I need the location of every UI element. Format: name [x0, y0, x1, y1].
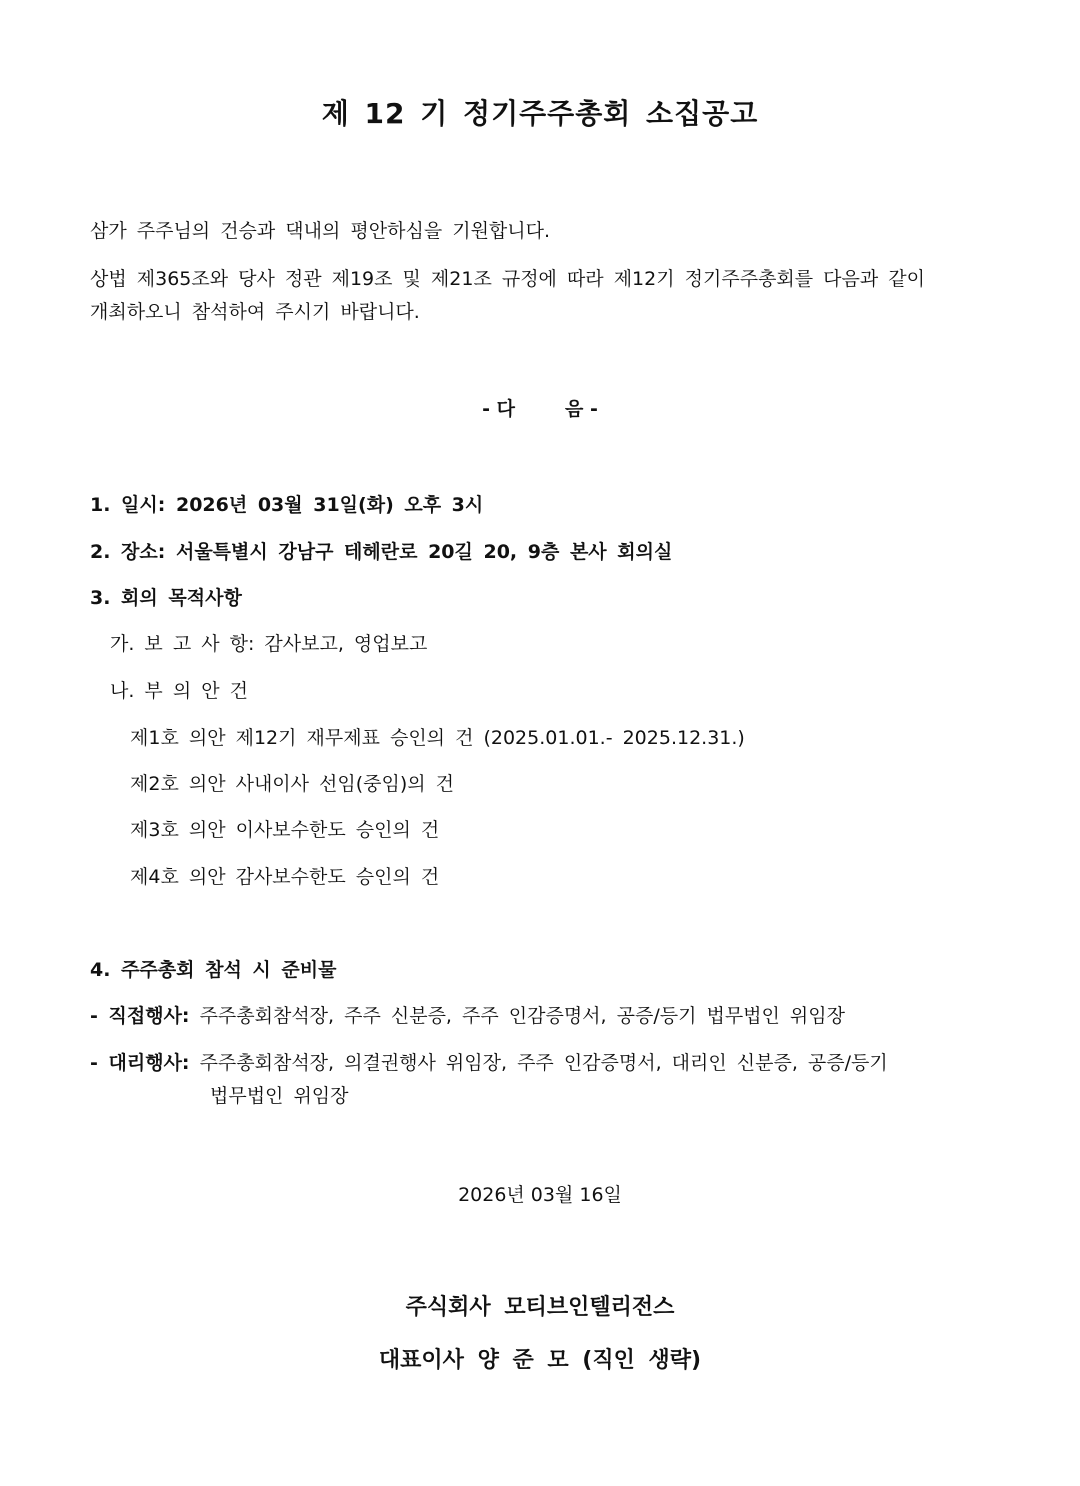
report-items: 가. 보 고 사 항: 감사보고, 영업보고: [110, 633, 428, 655]
notice-date: 2026년 03월 16일: [458, 1184, 622, 1206]
proxy-exercise-text-line-2: 법무법인 위임장: [210, 1085, 349, 1107]
intro-text-line-2: 개최하오니 참석하여 주시기 바랍니다.: [90, 301, 420, 323]
direct-exercise-text: 주주총회참석장, 주주 신분증, 주주 인감증명서, 공증/등기 법무법인 위임장: [199, 1005, 845, 1027]
resolution-item-1: 제1호 의안 제12기 재무제표 승인의 건 (2025.01.01.- 2025.12.31.): [130, 727, 745, 749]
direct-exercise-row: [90, 1003, 845, 1029]
agenda-heading: 3. 회의 목적사항: [90, 587, 242, 609]
representative-signature: 대표이사 양 준 모 (직인 생략): [378, 1348, 702, 1373]
proxy-exercise-row: [90, 1050, 888, 1076]
document-title: 제 12 기 정기주주총회 소집공고: [321, 97, 759, 130]
greeting-text: 삼가 주주님의 건승과 댁내의 평안하심을 기원합니다.: [90, 220, 551, 242]
resolution-item-4: 제4호 의안 감사보수한도 승인의 건: [130, 866, 440, 888]
resolution-item-2: 제2호 의안 사내이사 선임(중임)의 건: [130, 773, 455, 795]
direct-exercise-label: - 직접행사:: [90, 1005, 190, 1027]
meeting-place: 2. 장소: 서울특별시 강남구 테헤란로 20길 20, 9층 본사 회의실: [90, 541, 673, 563]
company-name: 주식회사 모티브인텔리전스: [405, 1295, 675, 1320]
resolutions-heading: 나. 부 의 안 건: [110, 680, 248, 702]
preparation-heading: 4. 주주총회 참석 시 준비물: [90, 959, 337, 981]
resolution-item-3: 제3호 의안 이사보수한도 승인의 건: [130, 819, 440, 841]
separator-left: - 다: [482, 398, 515, 420]
proxy-exercise-label: - 대리행사:: [90, 1052, 190, 1074]
section-separator: [0, 394, 1080, 421]
meeting-datetime: 1. 일시: 2026년 03월 31일(화) 오후 3시: [90, 494, 484, 516]
separator-right: 음 -: [565, 398, 598, 420]
proxy-exercise-text-line-1: 주주총회참석장, 의결권행사 위임장, 주주 인감증명서, 대리인 신분증, 공증/등기: [199, 1052, 888, 1074]
intro-text-line-1: 상법 제365조와 당사 정관 제19조 및 제21조 규정에 따라 제12기 정기주주총회를 다음과 같이: [90, 268, 925, 290]
